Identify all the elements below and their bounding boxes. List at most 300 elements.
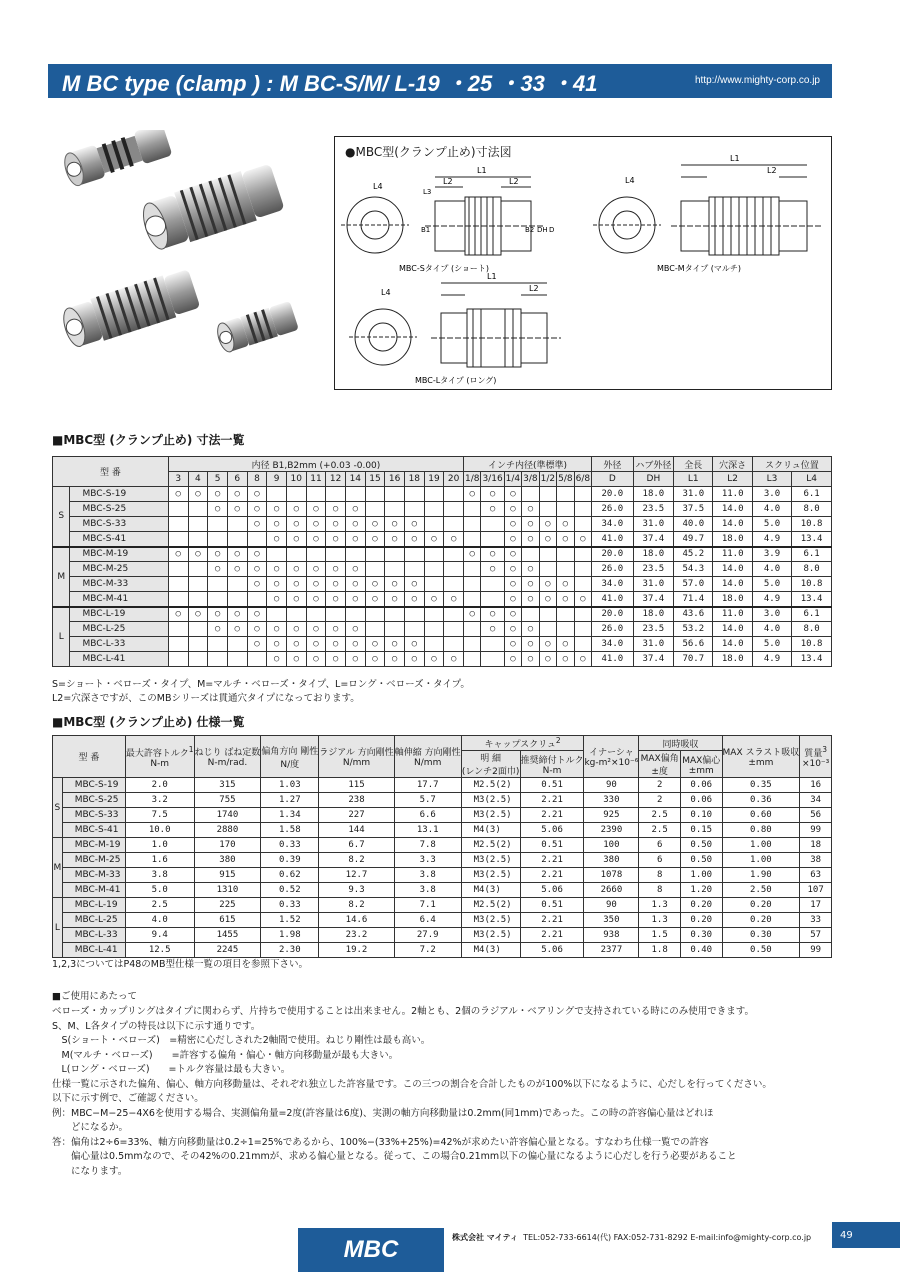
value-cell: 1.20	[680, 883, 722, 898]
bore-cell: ○	[168, 607, 188, 622]
value-cell: 755	[194, 793, 261, 808]
value-cell: M4(3)	[461, 823, 520, 838]
value-cell: 2.21	[520, 868, 584, 883]
inch-cell: ○	[504, 487, 521, 502]
value-cell: 7.1	[394, 898, 461, 913]
value-cell: M3(2.5)	[461, 853, 520, 868]
col-inch: インチ内径(準標準)	[463, 457, 591, 472]
bore-cell: ○	[227, 622, 247, 637]
inch-col: 5/8	[557, 472, 574, 487]
inch-cell	[557, 622, 574, 637]
bore-cell: ○	[267, 652, 287, 667]
value-cell: 6.7	[319, 838, 395, 853]
value-cell: 0.33	[261, 838, 319, 853]
value-cell: 144	[319, 823, 395, 838]
value-cell: 7.8	[394, 838, 461, 853]
inch-cell	[522, 487, 539, 502]
col-bore: 内径 B1,B2mm (+0.03 -0.00)	[168, 457, 463, 472]
value-cell: 37.4	[633, 652, 673, 667]
inch-cell: ○	[557, 652, 574, 667]
value-cell: 41.0	[592, 592, 634, 607]
value-cell: 56	[800, 808, 832, 823]
value-cell: 6.6	[394, 808, 461, 823]
value-cell: 10.8	[792, 517, 832, 532]
spec-max-offset-label: MAX偏心	[682, 755, 721, 766]
spec-tightening-unit: N-m	[542, 765, 562, 776]
value-cell: 33	[800, 913, 832, 928]
dimension-drawing-box	[334, 136, 832, 390]
bore-cell	[267, 487, 287, 502]
inch-cell	[463, 517, 480, 532]
group-label: S	[53, 487, 70, 547]
value-cell: 16	[800, 778, 832, 793]
bore-cell: ○	[326, 622, 346, 637]
bore-cell: ○	[247, 517, 267, 532]
usage-note-line: 仕様一覧に示された偏角、偏心、軸方向移動量は、それぞれ独立した許容量です。この三つの割合を合計したものが100%以下になるように、心だしを行ってください。	[52, 1078, 772, 1090]
usage-note-line: 以下に示す例で、ご確認ください。	[52, 1093, 204, 1104]
value-cell: 71.4	[674, 592, 713, 607]
value-cell: 0.51	[520, 838, 584, 853]
model-number: MBC-M-41	[62, 883, 125, 898]
inch-cell: ○	[504, 502, 521, 517]
value-cell: 0.39	[261, 853, 319, 868]
bore-col: 12	[326, 472, 346, 487]
label-m-l1: L1	[730, 154, 740, 163]
col-hub: ハブ外径	[633, 457, 673, 472]
bore-col: 18	[404, 472, 424, 487]
label-m-l2: L2	[767, 166, 777, 175]
bore-cell	[404, 622, 424, 637]
value-cell: 1310	[194, 883, 261, 898]
value-cell: 1.00	[680, 868, 722, 883]
bore-cell	[424, 637, 444, 652]
bore-cell	[188, 622, 208, 637]
value-cell: 6.1	[792, 607, 832, 622]
value-cell: 14.0	[713, 502, 752, 517]
table-row	[53, 868, 832, 883]
bore-cell	[365, 502, 385, 517]
inch-cell: ○	[481, 562, 504, 577]
bore-cell	[326, 487, 346, 502]
value-cell: 7.5	[125, 808, 194, 823]
bore-cell: ○	[444, 652, 464, 667]
bore-cell: ○	[267, 517, 287, 532]
inch-cell: ○	[504, 592, 521, 607]
bore-cell	[188, 592, 208, 607]
value-cell: 37.5	[674, 502, 713, 517]
inch-cell: ○	[539, 517, 556, 532]
inch-cell: ○	[504, 532, 521, 547]
value-cell: 3.8	[125, 868, 194, 883]
spec-col-angular	[261, 736, 319, 778]
spec-col-torque	[125, 736, 194, 778]
table-row	[53, 853, 832, 868]
value-cell: 225	[194, 898, 261, 913]
value-cell: 0.10	[680, 808, 722, 823]
bore-cell	[385, 622, 405, 637]
table-row	[53, 562, 832, 577]
bore-cell	[424, 562, 444, 577]
bore-cell	[168, 577, 188, 592]
bore-cell	[247, 652, 267, 667]
value-cell: 6	[639, 853, 681, 868]
label-s-l3: L3	[423, 188, 432, 196]
value-cell: M2.5(2)	[461, 838, 520, 853]
bore-cell: ○	[306, 517, 326, 532]
bore-cell: ○	[404, 637, 424, 652]
model-number: MBC-S-41	[62, 823, 125, 838]
inch-cell: ○	[539, 637, 556, 652]
value-cell: 0.50	[722, 943, 800, 958]
table-row	[53, 592, 832, 607]
value-cell: 0.06	[680, 778, 722, 793]
bore-cell	[227, 637, 247, 652]
dimension-table	[52, 456, 832, 667]
bore-cell: ○	[345, 622, 365, 637]
table-row	[53, 532, 832, 547]
value-cell: 18.0	[633, 607, 673, 622]
table-row	[53, 823, 832, 838]
value-cell: 6	[639, 838, 681, 853]
inch-cell: ○	[539, 532, 556, 547]
value-cell: M4(3)	[461, 943, 520, 958]
bore-cell: ○	[345, 652, 365, 667]
table-row	[53, 913, 832, 928]
usage-note-line: L(ロング・ベローズ) =トルク容量は最も大きい。	[52, 1064, 291, 1075]
value-cell: 330	[584, 793, 639, 808]
value-cell: 2.50	[722, 883, 800, 898]
inch-cell: ○	[463, 487, 480, 502]
value-cell: 0.52	[261, 883, 319, 898]
bore-cell	[247, 532, 267, 547]
value-cell: 99	[800, 823, 832, 838]
table-row	[53, 793, 832, 808]
table-row	[53, 943, 832, 958]
value-cell: 4.0	[752, 622, 791, 637]
value-cell: 56.6	[674, 637, 713, 652]
bore-cell	[365, 487, 385, 502]
value-cell: 34	[800, 793, 832, 808]
value-cell: 0.36	[722, 793, 800, 808]
bore-cell	[404, 502, 424, 517]
usage-note-line: 答：偏角は2÷6=33%、軸方向移動量は0.2÷1=25%であるから、100%−(33%+25%)=42%が求めたい許容偏心量となる。すなわち仕様一覧での許容	[52, 1136, 709, 1148]
model-number: MBC-L-33	[62, 928, 125, 943]
value-cell: 9.3	[319, 883, 395, 898]
value-cell: 14.0	[713, 577, 752, 592]
value-cell: 380	[584, 853, 639, 868]
sup-1: 1	[188, 744, 194, 754]
value-cell: 2.5	[639, 808, 681, 823]
table-row	[53, 517, 832, 532]
value-cell: 3.2	[125, 793, 194, 808]
bore-cell: ○	[385, 592, 405, 607]
value-cell: 3.0	[752, 607, 791, 622]
spec-max-offset-unit: ±mm	[688, 765, 714, 776]
col-depth: 穴深さ	[713, 457, 752, 472]
model-number: MBC-M-41	[70, 592, 168, 607]
bore-cell	[444, 547, 464, 562]
model-number: MBC-L-25	[62, 913, 125, 928]
spec-screw-size-label: 明 細	[480, 754, 502, 764]
value-cell: 2.21	[520, 913, 584, 928]
bore-cell: ○	[385, 577, 405, 592]
value-cell: 2	[639, 793, 681, 808]
value-cell: 2.21	[520, 808, 584, 823]
table-row	[53, 838, 832, 853]
bore-cell	[208, 577, 228, 592]
bore-cell	[208, 637, 228, 652]
value-cell: 23.5	[633, 502, 673, 517]
value-cell: 45.2	[674, 547, 713, 562]
bore-cell: ○	[227, 487, 247, 502]
bore-col: 11	[306, 472, 326, 487]
inch-cell	[463, 532, 480, 547]
model-number: MBC-L-41	[62, 943, 125, 958]
bore-cell	[227, 532, 247, 547]
value-cell: 17.7	[394, 778, 461, 793]
bore-cell	[188, 637, 208, 652]
value-cell: 9.4	[125, 928, 194, 943]
value-cell: 8.2	[319, 853, 395, 868]
spec-tightening-label: 推奨締付トルク	[520, 755, 584, 766]
bore-cell: ○	[267, 577, 287, 592]
inch-cell	[539, 607, 556, 622]
label-s-l2a: L2	[443, 177, 453, 186]
spec-col-weight	[800, 736, 832, 778]
inch-cell	[539, 562, 556, 577]
model-number: MBC-S-25	[70, 502, 168, 517]
value-cell: 2245	[194, 943, 261, 958]
model-number: MBC-M-25	[62, 853, 125, 868]
drawing-s-type	[341, 177, 545, 255]
value-cell: 0.51	[520, 778, 584, 793]
bore-cell: ○	[208, 487, 228, 502]
value-cell: 238	[319, 793, 395, 808]
value-cell: 13.4	[792, 592, 832, 607]
bore-cell: ○	[267, 562, 287, 577]
bore-cell	[345, 547, 365, 562]
inch-cell	[557, 607, 574, 622]
value-cell: 938	[584, 928, 639, 943]
value-cell: 23.5	[633, 562, 673, 577]
inch-cell	[574, 502, 591, 517]
inch-cell	[522, 607, 539, 622]
value-cell: 18.0	[713, 652, 752, 667]
bore-cell: ○	[306, 562, 326, 577]
bore-cell	[444, 487, 464, 502]
inch-cell: ○	[481, 502, 504, 517]
bore-cell	[168, 532, 188, 547]
inch-cell: ○	[504, 637, 521, 652]
bore-col: 3	[168, 472, 188, 487]
bore-cell	[168, 592, 188, 607]
value-cell: 0.33	[261, 898, 319, 913]
value-cell: 2.5	[125, 898, 194, 913]
spec-col-inertia	[584, 736, 639, 778]
table-row	[53, 928, 832, 943]
bore-cell	[168, 517, 188, 532]
value-cell: 6.1	[792, 547, 832, 562]
drawing-m-caption: MBC-Mタイプ (マルチ)	[657, 264, 742, 273]
website-url[interactable]: http://www.mighty-corp.co.jp	[694, 75, 820, 86]
inch-cell	[574, 637, 591, 652]
model-number: MBC-L-19	[62, 898, 125, 913]
value-cell: M4(3)	[461, 883, 520, 898]
value-cell: 31.0	[633, 577, 673, 592]
value-cell: 1.8	[639, 943, 681, 958]
value-cell: 23.5	[633, 622, 673, 637]
bore-cell	[444, 622, 464, 637]
value-cell: 10.8	[792, 637, 832, 652]
inch-cell	[539, 622, 556, 637]
label-s-l4: L4	[373, 182, 383, 191]
table-row	[53, 778, 832, 793]
bore-cell: ○	[345, 502, 365, 517]
bore-cell: ○	[227, 547, 247, 562]
bore-cell: ○	[385, 517, 405, 532]
model-number: MBC-M-33	[62, 868, 125, 883]
value-cell: M3(2.5)	[461, 868, 520, 883]
label-s-d: D	[549, 226, 555, 234]
value-cell: 20.0	[592, 547, 634, 562]
bore-cell: ○	[306, 637, 326, 652]
coupling-photo-l	[59, 267, 201, 351]
bore-cell: ○	[227, 607, 247, 622]
inch-cell: ○	[481, 487, 504, 502]
page-title: M BC type (clamp ) : M BC-S/M/ L-19 ・25 ・33 ・41	[62, 71, 598, 96]
model-number: MBC-S-19	[70, 487, 168, 502]
value-cell: 11.0	[713, 547, 752, 562]
bore-cell: ○	[365, 532, 385, 547]
dim-note-1: S=ショート・ベローズ・タイプ、M=マルチ・ベローズ・タイプ、L=ロング・ベローズ・タイプ。	[52, 679, 470, 690]
inch-cell: ○	[522, 592, 539, 607]
bore-cell: ○	[365, 592, 385, 607]
value-cell: 40.0	[674, 517, 713, 532]
dim-note-2: L2=穴深さですが、このMBシリーズは貫通穴タイプになっております。	[52, 693, 360, 704]
bore-cell	[188, 502, 208, 517]
bore-cell	[345, 487, 365, 502]
spec-col-radial	[319, 736, 395, 778]
bore-cell: ○	[444, 532, 464, 547]
value-cell: 2660	[584, 883, 639, 898]
bore-cell	[404, 607, 424, 622]
bore-cell: ○	[247, 502, 267, 517]
bore-cell: ○	[208, 562, 228, 577]
inch-cell	[481, 517, 504, 532]
value-cell: 0.50	[680, 838, 722, 853]
bore-cell: ○	[208, 607, 228, 622]
inch-cell: ○	[557, 532, 574, 547]
sup-2: 2	[555, 736, 561, 745]
bore-cell: ○	[286, 532, 306, 547]
bore-cell: ○	[365, 577, 385, 592]
spec-torque-label: 最大許容トルク	[125, 748, 189, 759]
inch-col: 1/8	[463, 472, 480, 487]
usage-note-line: S、M、L各タイプの特長は以下に示す通りです。	[52, 1020, 261, 1032]
bore-cell: ○	[247, 637, 267, 652]
spec-max-angle-label: MAX偏角	[640, 754, 679, 764]
bore-cell	[168, 652, 188, 667]
inch-cell	[463, 562, 480, 577]
bore-cell: ○	[227, 502, 247, 517]
model-number: MBC-L-41	[70, 652, 168, 667]
usage-note-line: M(マルチ・ベローズ) =許容する偏角・偏心・軸方向移動量が最も大きい。	[52, 1049, 399, 1061]
bore-cell	[188, 517, 208, 532]
inch-cell: ○	[522, 577, 539, 592]
value-cell: M3(2.5)	[461, 913, 520, 928]
inch-cell	[463, 502, 480, 517]
model-number: MBC-M-19	[62, 838, 125, 853]
inch-cell	[463, 622, 480, 637]
value-cell: 8	[639, 868, 681, 883]
bore-cell	[208, 652, 228, 667]
group-label: L	[53, 607, 70, 667]
bore-cell	[247, 592, 267, 607]
model-number: MBC-M-19	[70, 547, 168, 562]
bore-cell: ○	[247, 622, 267, 637]
value-cell: 8	[639, 883, 681, 898]
col-l4: L4	[792, 472, 832, 487]
value-cell: 5.06	[520, 883, 584, 898]
bore-cell	[424, 502, 444, 517]
coupling-photo-s	[61, 130, 172, 188]
inch-cell	[574, 487, 591, 502]
value-cell: 20.0	[592, 487, 634, 502]
model-number: MBC-S-33	[62, 808, 125, 823]
value-cell: 23.2	[319, 928, 395, 943]
spec-weight-unit: ×10⁻³	[801, 758, 830, 769]
bore-cell: ○	[326, 577, 346, 592]
unit-depth: L2	[713, 472, 752, 487]
bore-cell	[168, 622, 188, 637]
value-cell: 20.0	[592, 607, 634, 622]
value-cell: 5.7	[394, 793, 461, 808]
bore-cell	[188, 652, 208, 667]
bore-cell	[365, 607, 385, 622]
value-cell: 13.1	[394, 823, 461, 838]
bore-cell	[168, 502, 188, 517]
inch-cell	[574, 577, 591, 592]
value-cell: 41.0	[592, 532, 634, 547]
inch-cell	[481, 532, 504, 547]
inch-cell	[557, 502, 574, 517]
value-cell: 10.0	[125, 823, 194, 838]
bore-cell	[227, 592, 247, 607]
bore-cell	[326, 607, 346, 622]
bore-cell: ○	[286, 517, 306, 532]
value-cell: 3.8	[394, 883, 461, 898]
value-cell: 5.0	[752, 637, 791, 652]
value-cell: 2390	[584, 823, 639, 838]
label-s-b1: B1	[421, 226, 431, 234]
value-cell: 0.20	[680, 898, 722, 913]
bore-cell: ○	[404, 652, 424, 667]
label-m-l4: L4	[625, 176, 635, 185]
bore-cell	[444, 562, 464, 577]
spec-angular-label: 偏角方向 剛性	[261, 746, 319, 757]
bore-cell	[168, 562, 188, 577]
bore-cell: ○	[286, 622, 306, 637]
value-cell: 915	[194, 868, 261, 883]
value-cell: 0.30	[680, 928, 722, 943]
inch-cell: ○	[522, 622, 539, 637]
inch-cell	[463, 577, 480, 592]
value-cell: 0.06	[680, 793, 722, 808]
value-cell: 14.0	[713, 622, 752, 637]
spec-capscrew-label: キャップスクリュ	[484, 740, 556, 750]
value-cell: 107	[800, 883, 832, 898]
inch-col: 3/8	[522, 472, 539, 487]
